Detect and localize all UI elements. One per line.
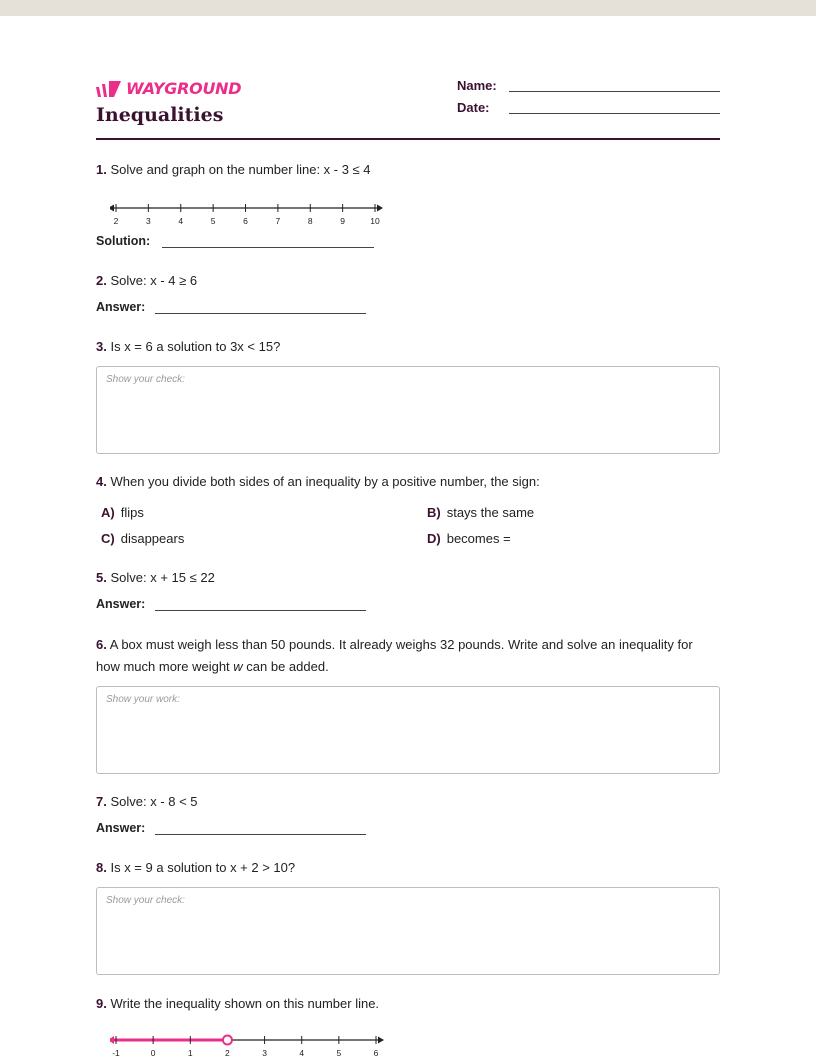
answer-field-q7[interactable] (96, 821, 366, 835)
option-d[interactable] (427, 531, 511, 546)
option-a[interactable] (101, 505, 144, 520)
page-top-band (0, 0, 816, 16)
solution-line[interactable] (162, 234, 374, 248)
question-text: Solve and graph on the number line: x - 3 ≤ 4 (110, 162, 371, 177)
date-label: Date: (457, 100, 490, 115)
answer-field-q2[interactable] (96, 300, 366, 314)
option-letter: B) (427, 505, 441, 520)
date-field[interactable] (457, 100, 720, 115)
question-text: Is x = 6 a solution to 3x < 15? (110, 339, 281, 354)
question-text: Solve: x - 4 ≥ 6 (110, 273, 198, 288)
tick-label: 6 (373, 1048, 379, 1056)
question-1 (96, 159, 720, 181)
name-label: Name: (457, 78, 497, 93)
page-title: Inequalities (96, 104, 224, 126)
question-text: Is x = 9 a solution to x + 2 > 10? (110, 860, 296, 875)
question-text: Solve: x - 8 < 5 (110, 794, 198, 809)
answer-label: Answer: (96, 597, 146, 611)
number-line-q1[interactable] (110, 200, 390, 226)
answer-line[interactable] (155, 300, 366, 314)
option-text: stays the same (446, 505, 535, 520)
tick-label: 7 (275, 216, 281, 226)
answer-field-q5[interactable] (96, 597, 366, 611)
option-letter: D) (427, 531, 441, 546)
brand-logo (96, 79, 241, 98)
question-number: 9. (96, 996, 107, 1011)
question-text-start: A box must weigh less than 50 pounds. It already weighs 32 pounds. Write and solve an inequality for how much more weight (96, 637, 693, 674)
question-number: 4. (96, 474, 107, 489)
box-placeholder: Show your check: (106, 895, 185, 906)
question-7 (96, 791, 720, 813)
tick-label: 4 (178, 216, 184, 226)
wayground-logo-icon (96, 80, 122, 98)
name-line[interactable] (509, 78, 720, 92)
tick-label: 6 (243, 216, 248, 226)
question-text: Solve: x + 15 ≤ 22 (110, 570, 215, 585)
question-number: 6. (96, 637, 107, 652)
answer-label: Answer: (96, 821, 146, 835)
option-text: becomes = (446, 531, 511, 546)
check-box-q8[interactable] (96, 887, 720, 975)
tick-label: -1 (112, 1048, 120, 1056)
option-letter: A) (101, 505, 115, 520)
tick-label: 3 (262, 1048, 267, 1056)
tick-label: 8 (307, 216, 313, 226)
question-number: 2. (96, 273, 107, 288)
question-text-end: can be added. (242, 659, 329, 674)
solution-label: Solution: (96, 234, 151, 248)
question-8 (96, 857, 720, 879)
tick-label: 1 (187, 1048, 193, 1056)
work-box-q6[interactable] (96, 686, 720, 774)
tick-label: 2 (113, 216, 119, 226)
question-number: 8. (96, 860, 107, 875)
question-number: 5. (96, 570, 107, 585)
tick-label: 3 (146, 216, 151, 226)
answer-label: Answer: (96, 300, 146, 314)
question-2 (96, 270, 720, 292)
question-4 (96, 471, 720, 493)
tick-label: 10 (370, 216, 380, 226)
left-arrow-icon (110, 205, 114, 212)
question-text: Write the inequality shown on this number line. (110, 996, 380, 1011)
question-text: When you divide both sides of an inequality by a positive number, the sign: (110, 474, 540, 489)
solution-field-q1[interactable] (96, 234, 374, 248)
check-box-q3[interactable] (96, 366, 720, 454)
option-text: flips (120, 505, 144, 520)
option-letter: C) (101, 531, 115, 546)
ray-arrow-icon (110, 1036, 114, 1044)
question-number: 7. (96, 794, 107, 809)
question-6 (96, 634, 696, 678)
question-number: 3. (96, 339, 107, 354)
brand-name: WAYGROUND (126, 79, 242, 98)
number-line-q9 (110, 1031, 390, 1056)
tick-label: 5 (336, 1048, 342, 1056)
question-9 (96, 993, 720, 1015)
date-line[interactable] (509, 100, 720, 114)
tick-label: 5 (210, 216, 216, 226)
tick-label: 4 (299, 1048, 305, 1056)
open-circle-point (223, 1036, 232, 1045)
option-c[interactable] (101, 531, 184, 546)
answer-line[interactable] (155, 821, 366, 835)
box-placeholder: Show your check: (106, 374, 185, 385)
option-text: disappears (120, 531, 185, 546)
question-5 (96, 567, 720, 589)
tick-label: 9 (340, 216, 345, 226)
tick-label: 0 (150, 1048, 156, 1056)
name-field[interactable] (457, 78, 720, 93)
question-variable: w (233, 659, 243, 674)
right-arrow-icon (377, 205, 383, 212)
answer-line[interactable] (155, 597, 366, 611)
option-b[interactable] (427, 505, 534, 520)
tick-label: 2 (225, 1048, 230, 1056)
box-placeholder: Show your work: (106, 694, 180, 705)
question-number: 1. (96, 162, 107, 177)
question-3 (96, 336, 720, 358)
right-arrow-icon (378, 1037, 384, 1044)
header-divider (96, 138, 720, 140)
